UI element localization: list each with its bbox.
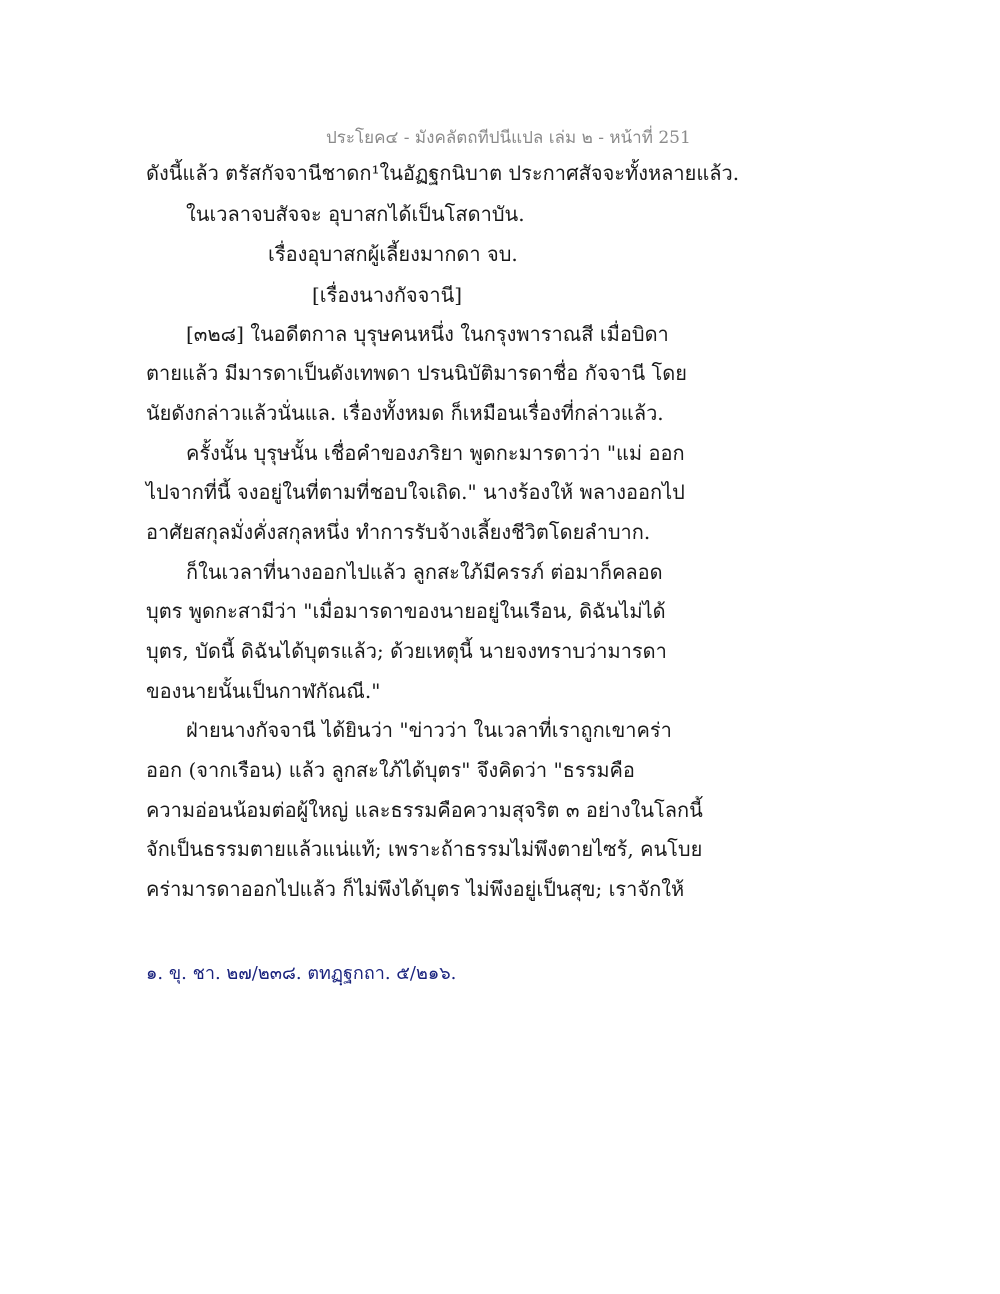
text-line: บุตร พูดกะสามีว่า "เมื่อมารดาของนายอยู่ในเรือน, ดิฉันไม่ได้: [146, 599, 666, 623]
text-line: ก็ในเวลาที่นางออกไปแล้ว ลูกสะใภ้มีครรภ์ ต่อมาก็คลอด: [186, 560, 663, 584]
text-line: ในเวลาจบสัจจะ อุบาสกได้เป็นโสดาบัน.: [186, 202, 525, 226]
text-line: จักเป็นธรรมตายแล้วแน่แท้; เพราะถ้าธรรมไม่พึงตายไซร้, คนโบย: [146, 837, 703, 861]
page-header: ประโยค๔ - มังคลัตถทีปนีแปล เล่ม ๒ - หน้าที่ 251: [326, 128, 691, 148]
text-line: นัยดังกล่าวแล้วนั่นแล. เรื่องทั้งหมด ก็เหมือนเรื่องที่กล่าวแล้ว.: [146, 401, 664, 425]
footnote: ๑. ขุ. ชา. ๒๗/๒๓๘. ตทฏฺฐกถา. ๕/๒๑๖.: [146, 963, 457, 984]
text-line: ครั้งนั้น บุรุษนั้น เชื่อคำของภริยา พูดกะมารดาว่า "แม่ ออก: [186, 441, 685, 465]
text-line: บุตร, บัดนี้ ดิฉันได้บุตรแล้ว; ด้วยเหตุนี้ นายจงทราบว่ามารดา: [146, 639, 667, 663]
text-line: ของนายนั้นเป็นกาฬกัณณี.": [146, 679, 381, 703]
text-line: ความอ่อนน้อมต่อผู้ใหญ่ และธรรมคือความสุจริต ๓ อย่างในโลกนี้: [146, 798, 703, 822]
text-line: ฝ่ายนางกัจจานี ได้ยินว่า "ข่าวว่า ในเวลาที่เราถูกเขาคร่า: [186, 718, 672, 742]
text-line: ไปจากที่นี้ จงอยู่ในที่ตามที่ชอบใจเถิด." นางร้องให้ พลางออกไป: [146, 480, 685, 504]
story-title: [เรื่องนางกัจจานี]: [312, 283, 463, 307]
text-line: ออก (จากเรือน) แล้ว ลูกสะใภ้ได้บุตร" จึงคิดว่า "ธรรมคือ: [146, 758, 635, 782]
text-line: คร่ามารดาออกไปแล้ว ก็ไม่พึงได้บุตร ไม่พึงอยู่เป็นสุข; เราจักให้: [146, 877, 685, 901]
text-line: อาศัยสกุลมั่งคั่งสกุลหนึ่ง ทำการรับจ้างเลี้ยงชีวิตโดยลำบาก.: [146, 520, 651, 544]
text-line: ดังนี้แล้ว ตรัสกัจจานีชาดก¹ในอัฏฐกนิบาต ประกาศสัจจะทั้งหลายแล้ว.: [146, 161, 740, 185]
text-line: [๓๒๘] ในอดีตกาล บุรุษคนหนึ่ง ในกรุงพาราณสี เมื่อบิดา: [186, 322, 669, 346]
text-line: ตายแล้ว มีมารดาเป็นดังเทพดา ปรนนิบัติมารดาชื่อ กัจจานี โดย: [146, 361, 688, 385]
story-end-line: เรื่องอุบาสกผู้เลี้ยงมากดา จบ.: [268, 242, 518, 266]
